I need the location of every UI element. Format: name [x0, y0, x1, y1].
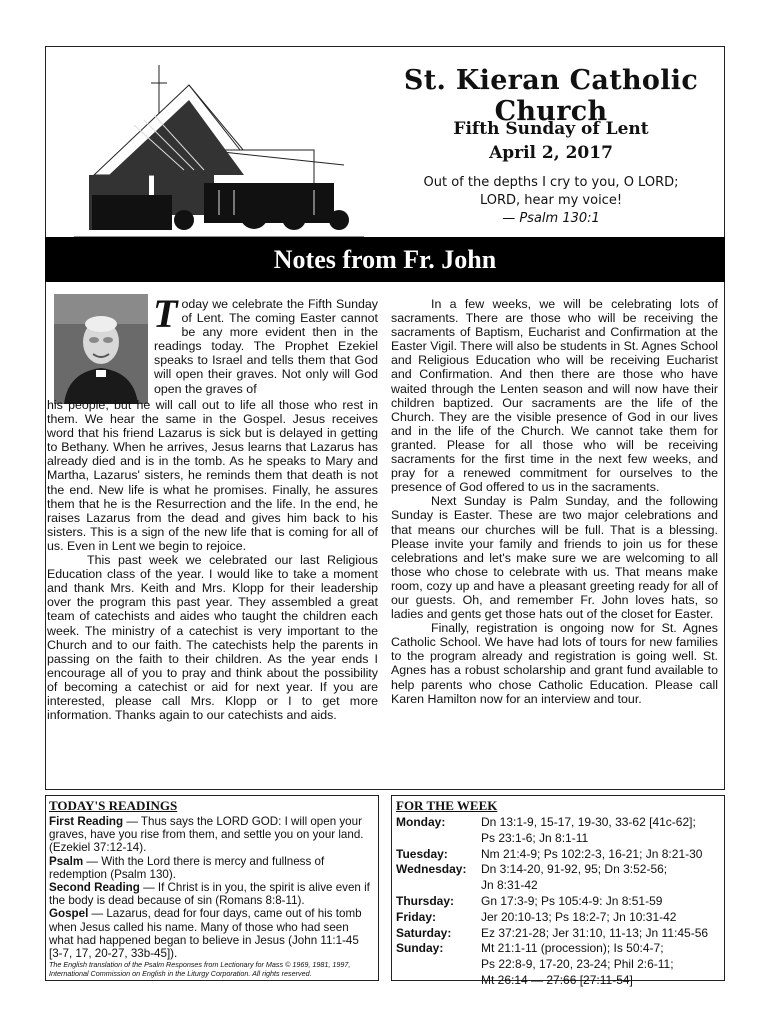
psalm-verse-line-1: Out of the depths I cry to you, O LORD;	[423, 175, 679, 190]
reading-label: Psalm	[49, 854, 84, 868]
weekday-label: Thursday:	[396, 893, 455, 908]
notes-paragraph: This past week we celebrated our last Religious Education class of the year. I would like to take a moment and thank Mrs. Keith and Mrs. Klopp for their leadership over the program this past year. They assembled a great team of catechists and aides who taught the children each week. The ministry of a catechist is very important to the Church and to our faith. The catechists help the parents in passing on the faith to their children. As the year ends I encourage all of you to pray and think about the possibility of becoming a catechist or aid for next year. If you are interested, please call Mrs. Klopp or I to get more information. Thanks again to our catechists and aids.	[47, 553, 378, 723]
ref-line: Dn 3:14-20, 91-92, 95; Dn 3:52-56;	[481, 862, 668, 877]
weekday-label: Monday:	[396, 815, 446, 829]
reading-item	[49, 855, 375, 881]
liturgical-occasion: Fifth Sunday of Lent	[453, 119, 649, 139]
weekday-refs	[481, 847, 720, 863]
readings-title: TODAY'S READINGS	[49, 798, 178, 813]
ref-line: Jn 8:31-42	[481, 878, 538, 893]
reading-text: — Lazarus, dead for four days, came out of his tomb when Jesus called his name. Many of those who had seen what had happened began to believe in Jesus (John 11:1-45 [3-7, 17, 20-27, 33b-45]).	[49, 907, 362, 961]
reading-text: — If Christ is in you, the spirit is alive even if the body is dead because of sin (Romans 8:8-11).	[49, 881, 370, 908]
week-row-monday	[396, 815, 720, 847]
week-row-sunday	[396, 941, 720, 988]
psalm-citation: — Psalm 130:1	[502, 211, 600, 226]
copyright-note: The English translation of the Psalm Responses from Lectionary for Mass © 1969, 1981, 1997, International Commission on English in the Liturgy Corporation. All rights reserved.	[49, 960, 351, 978]
weekday-label: Friday:	[396, 909, 437, 924]
notes-left-column	[47, 398, 378, 722]
ref-line: Mt 26:14 — 27:66 [27:11-54]	[481, 972, 633, 987]
weekday-refs	[481, 862, 720, 894]
week-row-wednesday	[396, 862, 720, 894]
week-row-saturday	[396, 926, 720, 942]
church-illustration	[54, 55, 384, 245]
portrait-image	[54, 294, 148, 404]
reading-label: Second Reading	[49, 881, 140, 895]
ref-line: Mt 21:1-11 (procession); Is 50:4-7;	[481, 941, 664, 956]
notes-paragraph: In a few weeks, we will be celebrating lots of sacraments. There are those who will be receiving the sacraments of Baptism, Eucharist and Confirmation at the Easter Vigil. There will also be students in St. Agnes School and Religious Education who will be receiving Eucharist and Confirmation. And then there are those who have waited through the Lenten season and will now have their children baptized. Our sacraments are the life of the Church. They are the visible presence of God in our lives and in the life of the Church. We cannot take them for granted. Please for all those who will be receiving sacraments for the first time in the next few weeks, and pray for a renewed commitment for ourselves to the presence of God offered to us in the sacraments.	[391, 297, 718, 495]
fr-john-portrait	[54, 294, 148, 404]
reading-item	[49, 907, 375, 960]
week-readings-box	[391, 795, 725, 987]
weekday-refs	[481, 941, 720, 988]
reading-text: — Thus says the LORD GOD: I will open your graves, have you rise from them, and settle you on your land. (Ezekiel 37:12-14).	[49, 815, 364, 855]
reading-text: — With the Lord there is mercy and fullness of redemption (Psalm 130).	[49, 854, 325, 881]
notes-opening-paragraph	[153, 291, 378, 396]
weekday-refs	[481, 894, 720, 910]
reading-item	[49, 881, 375, 907]
ref-line: Nm 21:4-9; Ps 102:2-3, 16-21; Jn 8:21-30	[481, 846, 703, 861]
ref-line: Jer 20:10-13; Ps 18:2-7; Jn 10:31-42	[481, 909, 677, 924]
weekday-label: Wednesday:	[396, 862, 467, 877]
ref-line: Ps 22:8-9, 17-20, 23-24; Phil 2:6-11;	[481, 957, 674, 972]
weekday-refs	[481, 910, 720, 926]
opening-text: oday we celebrate the Fifth Sunday of Lent. The coming Easter cannot be any more evident then in the readings today. The Prophet Ezekiel speaks to Israel and tells them that God will open their graves. Not only will God open the graves of	[154, 297, 378, 396]
weekday-refs	[481, 815, 720, 847]
ref-line: Dn 13:1-9, 15-17, 19-30, 33-62 [41c-62];	[481, 815, 696, 829]
weekday-label: Tuesday:	[396, 846, 448, 861]
ref-line: Ez 37:21-28; Jer 31:10, 11-13; Jn 11:45-56	[481, 925, 709, 940]
drop-cap: T	[153, 291, 178, 336]
bulletin-header	[45, 46, 725, 260]
bulletin-date: April 2, 2017	[489, 143, 613, 163]
week-row-tuesday	[396, 847, 720, 863]
notes-paragraph: Finally, registration is ongoing now for St. Agnes Catholic School. We have had lots of tours for new families to the program already and registration is going well. St. Agnes has a robust scholarship and grant fund available to help parents who chose Catholic Education. Please call Karen Hamilton now for an interview and tour.	[391, 621, 718, 706]
notes-paragraph: his people, but he will call out to life all those who rest in them. We hear the same in the Gospel. Jesus receives word that his friend Lazarus is sick but is delayed in getting to Bethany. When he arrives, Jesus learns that Lazarus has already died and is in the tomb. As he speaks to Mary and Martha, Lazarus' sisters, he reminds them that death is not the end. New life is what he promises. Finally, he assures them that he is the Resurrection and the life. In the end, he raises Lazarus from the dead and gives him back to his sisters. This is a sign of the new life that is coming for all of us. Even in Lent we begin to rejoice.	[47, 398, 378, 553]
reading-label: First Reading	[49, 815, 124, 828]
todays-readings-box	[45, 795, 379, 981]
church-name: St. Kieran Catholic Church	[403, 65, 699, 127]
weekday-label: Sunday:	[396, 941, 444, 956]
week-row-friday	[396, 910, 720, 926]
ref-line: Gn 17:3-9; Ps 105:4-9: Jn 8:51-59	[481, 893, 663, 908]
weekday-label: Saturday:	[396, 925, 452, 940]
reading-label: Gospel	[49, 907, 89, 921]
week-row-thursday	[396, 894, 720, 910]
week-title: FOR THE WEEK	[396, 798, 498, 813]
notes-right-column	[391, 297, 718, 706]
psalm-verse-line-2: LORD, hear my voice!	[479, 193, 623, 208]
notes-banner: Notes from Fr. John	[45, 237, 725, 282]
weekday-refs	[481, 926, 720, 942]
reading-item	[49, 815, 375, 855]
notes-paragraph: Next Sunday is Palm Sunday, and the following Sunday is Easter. These are two major celebrations and that means our churches will be full. That is a blessing. Please invite your family and friends to join us for these celebrations and let's make sure we are welcoming to all those who chose to celebrate with us. That means make room, cozy up and have a pleasant greeting ready for all of our guests. Oh, and remember Fr. John loves hats, so ladies and gents get those hats out of the closet for Easter.	[391, 494, 718, 622]
ref-line: Ps 23:1-6; Jn 8:1-11	[481, 830, 589, 845]
